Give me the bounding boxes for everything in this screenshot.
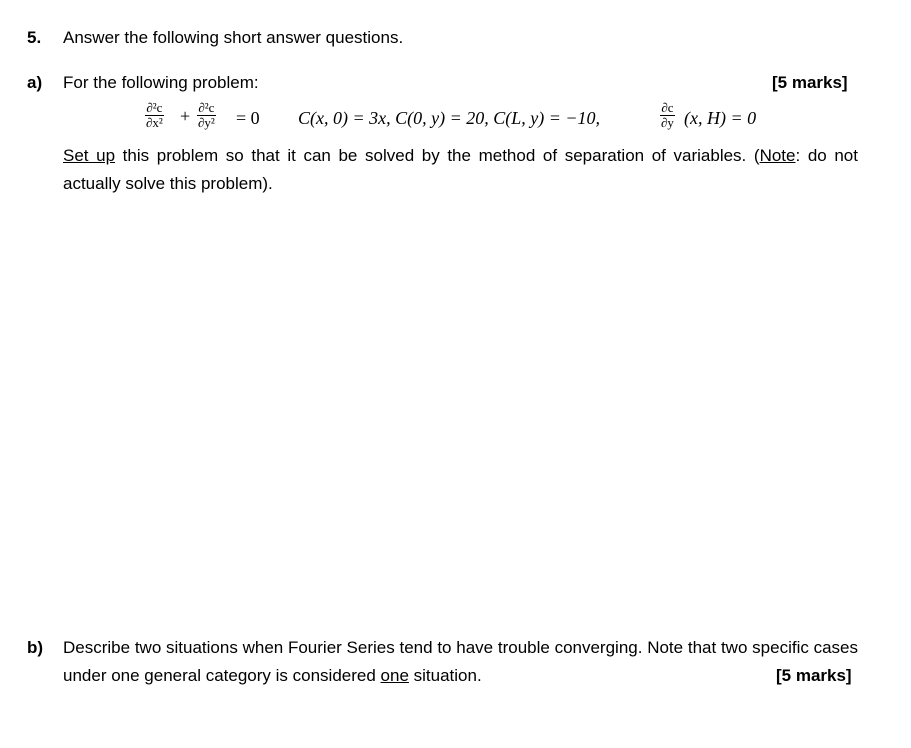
fraction-denominator: ∂y² [198, 115, 215, 130]
part-b-text [63, 634, 858, 690]
fraction-numerator: ∂c [661, 100, 674, 115]
fraction-denominator: ∂y [661, 115, 674, 130]
neumann-condition: (x, H) = 0 [684, 108, 757, 128]
fraction-dc-dy [660, 101, 675, 130]
question-number: 5. [27, 28, 42, 47]
part-b-text-start: Describe two situations when Fourier Series tend to have trouble converging. Note that two specific cases under one general category is considered [63, 638, 858, 685]
fraction-numerator: ∂²c [146, 100, 163, 115]
part-a-label: a) [27, 73, 43, 92]
instruction-text: this problem so that it can be solved by the method of separation of variables. ( [115, 146, 760, 165]
fraction-d2c-dx2 [145, 101, 164, 130]
fraction-denominator: ∂x² [146, 115, 163, 130]
part-b-marks: [5 marks] [776, 666, 852, 685]
set-up-underlined: Set up [63, 146, 116, 165]
one-underlined: one [380, 666, 409, 685]
part-a-marks: [5 marks] [772, 73, 848, 92]
part-b-label: b) [27, 638, 44, 657]
fraction-numerator: ∂²c [198, 100, 215, 115]
equals-zero: = 0 [236, 108, 260, 128]
question-title: Answer the following short answer questions. [63, 28, 404, 47]
instruction-end: : do not actually solve this problem). [63, 146, 858, 193]
note-underlined: Note [759, 146, 796, 165]
part-a-intro: For the following problem: [63, 73, 259, 92]
fraction-d2c-dy2 [197, 101, 216, 130]
part-b-text-end: situation. [408, 666, 482, 685]
part-a-instruction [63, 142, 858, 198]
plus-sign: + [180, 106, 191, 126]
boundary-conditions: C(x, 0) = 3x, C(0, y) = 20, C(L, y) = −10, [298, 108, 601, 128]
